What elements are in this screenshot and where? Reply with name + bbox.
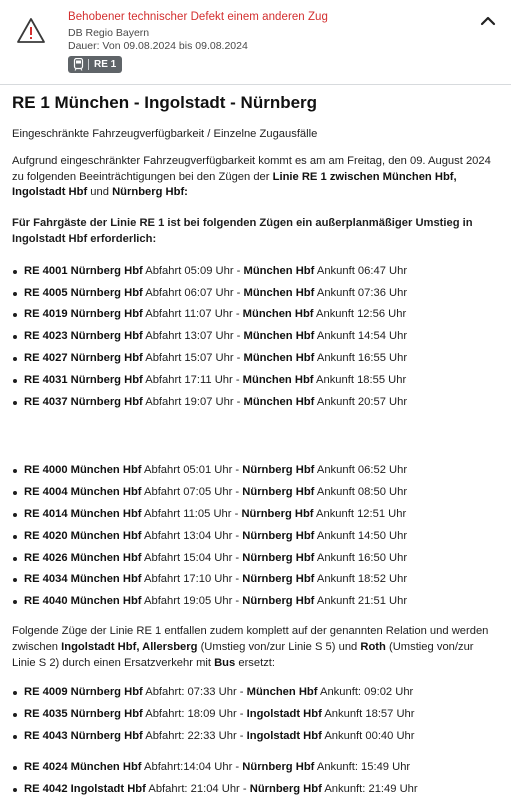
departure-time: Abfahrt: 22:33 Uhr -	[145, 729, 247, 742]
train-number: RE 4020	[24, 529, 68, 542]
arrival-time: Ankunft 14:50 Uhr	[316, 529, 408, 542]
train-list-item	[12, 485, 500, 507]
train-number: RE 4009	[24, 686, 68, 699]
arrival-station: München Hbf	[242, 308, 314, 321]
arrival-station: Nürnberg Hbf	[242, 595, 315, 608]
train-list-item	[12, 463, 500, 485]
cancellation-bold: Bus	[214, 656, 236, 669]
arrival-time: Ankunft 16:50 Uhr	[316, 551, 408, 564]
arrival-time: Ankunft 12:56 Uhr	[316, 308, 407, 321]
train-list-item	[12, 307, 500, 329]
departure-station: München Hbf	[70, 464, 142, 477]
train-list-item	[12, 782, 500, 800]
train-number: RE 4019	[24, 308, 68, 321]
departure-time: Abfahrt: 07:33 Uhr -	[145, 686, 247, 699]
departure-time: Abfahrt 07:05 Uhr -	[144, 486, 243, 499]
line-tag-label: RE 1	[94, 59, 117, 70]
duration-text: Dauer: Von 09.08.2024 bis 09.08.2024	[68, 40, 248, 52]
train-list-item	[12, 729, 500, 751]
tag-separator	[88, 59, 89, 70]
train-list-item	[12, 529, 500, 551]
arrival-time: Ankunft 18:57 Uhr	[324, 708, 415, 721]
departure-station: Nürnberg Hbf	[70, 708, 143, 721]
train-list-item	[12, 373, 500, 395]
departure-station: München Hbf	[70, 507, 142, 520]
arrival-time: Ankunft 21:51 Uhr	[316, 595, 408, 608]
arrival-time: Ankunft 06:52 Uhr	[316, 464, 408, 477]
train-number: RE 4031	[24, 373, 68, 386]
departure-station: Nürnberg Hbf	[70, 395, 143, 408]
arrival-time: Ankunft: 09:02 Uhr	[319, 686, 414, 699]
disruption-content	[12, 92, 500, 800]
train-list-item	[12, 572, 500, 594]
train-list-item	[12, 351, 500, 373]
arrival-station: München Hbf	[243, 330, 315, 343]
arrival-time: Ankunft 08:50 Uhr	[316, 486, 408, 499]
umstieg-heading: Für Fahrgäste der Linie RE 1 ist bei folgenden Zügen ein außerplanmäßiger Umstieg in Ingolstadt Hbf erforderlich:	[12, 217, 473, 245]
train-list-item	[12, 329, 500, 351]
subtitle: Eingeschränkte Fahrzeugverfügbarkeit / Einzelne Zugausfälle	[12, 128, 318, 140]
departure-time: Abfahrt 06:07 Uhr -	[145, 286, 244, 299]
operator-name: DB Regio Bayern	[68, 27, 150, 39]
departure-time: Abfahrt 11:05 Uhr -	[144, 507, 242, 520]
disruption-header[interactable]	[0, 0, 511, 86]
departure-station: München Hbf	[70, 486, 142, 499]
train-number: RE 4034	[24, 573, 68, 586]
train-number: RE 4014	[24, 507, 68, 520]
train-number: RE 4042	[24, 782, 68, 795]
intro-part: Aufgrund eingeschränkter Fahrzeugverfügbarkeit kommt es am am Freitag, den 09. August 2024 zu folgenden Beeinträchtigungen bei den Zügen der	[12, 154, 491, 183]
train-number: RE 4024	[24, 760, 68, 773]
arrival-time: Ankunft 16:55 Uhr	[316, 351, 408, 364]
arrival-station: München Hbf	[243, 351, 315, 364]
arrival-station: München Hbf	[243, 395, 315, 408]
train-list-north-south	[12, 264, 500, 417]
train-list-item	[12, 507, 500, 529]
bus-replacement-list-2	[12, 760, 500, 800]
train-number: RE 4026	[24, 551, 68, 564]
departure-station: Nürnberg Hbf	[70, 286, 143, 299]
cancellation-part: Folgende Züge der Linie RE 1 entfallen zudem komplett auf der genannten Relation und werden zwischen	[12, 624, 489, 653]
arrival-time: Ankunft 14:54 Uhr	[316, 330, 408, 343]
arrival-station: Nürnberg Hbf	[241, 507, 314, 520]
departure-time: Abfahrt: 18:09 Uhr -	[145, 708, 247, 721]
arrival-station: München Hbf	[243, 286, 315, 299]
departure-station: München Hbf	[70, 760, 142, 773]
departure-station: Nürnberg Hbf	[70, 373, 143, 386]
departure-station: Nürnberg Hbf	[70, 264, 143, 277]
train-number: RE 4035	[24, 708, 68, 721]
arrival-station: Ingolstadt Hbf	[246, 708, 322, 721]
train-list-item	[12, 707, 500, 729]
train-number: RE 4000	[24, 464, 68, 477]
page-title: RE 1 München - Ingolstadt - Nürnberg	[12, 93, 318, 112]
departure-time: Abfahrt: 21:04 Uhr -	[148, 782, 250, 795]
arrival-time: Ankunft 18:55 Uhr	[316, 373, 407, 386]
train-number: RE 4004	[24, 486, 68, 499]
arrival-time: Ankunft: 21:49 Uhr	[324, 782, 418, 795]
warning-icon	[16, 16, 46, 46]
departure-time: Abfahrt 17:11 Uhr -	[145, 373, 243, 386]
departure-time: Abfahrt 15:04 Uhr -	[144, 551, 243, 564]
arrival-station: Nürnberg Hbf	[242, 551, 315, 564]
departure-time: Abfahrt 13:07 Uhr -	[145, 330, 244, 343]
departure-station: Nürnberg Hbf	[70, 686, 143, 699]
arrival-station: München Hbf	[246, 686, 318, 699]
train-number: RE 4040	[24, 595, 68, 608]
arrival-time: Ankunft: 15:49 Uhr	[316, 760, 411, 773]
intro-bold: Linie RE 1 zwischen München Hbf, Ingolstadt Hbf	[12, 170, 457, 199]
arrival-time: Ankunft 12:51 Uhr	[316, 507, 407, 520]
departure-station: Nürnberg Hbf	[70, 351, 143, 364]
arrival-station: Nürnberg Hbf	[249, 782, 322, 795]
train-list-item	[12, 594, 500, 616]
departure-time: Abfahrt 15:07 Uhr -	[145, 351, 244, 364]
intro-bold: Nürnberg Hbf:	[112, 186, 188, 199]
cancellation-part: ersetzt:	[235, 656, 276, 669]
departure-station: Nürnberg Hbf	[70, 308, 143, 321]
arrival-station: Nürnberg Hbf	[242, 464, 315, 477]
train-number: RE 4023	[24, 330, 68, 343]
intro-text	[12, 154, 500, 201]
departure-station: Nürnberg Hbf	[70, 330, 143, 343]
departure-station: München Hbf	[70, 595, 142, 608]
cancellation-bold: Roth	[360, 640, 386, 653]
chevron-up-icon[interactable]	[477, 10, 499, 32]
train-number: RE 4037	[24, 395, 68, 408]
arrival-station: Nürnberg Hbf	[242, 573, 315, 586]
train-icon	[73, 58, 84, 71]
train-list-item	[12, 760, 500, 782]
departure-station: München Hbf	[70, 573, 142, 586]
arrival-station: Nürnberg Hbf	[242, 529, 315, 542]
departure-time: Abfahrt 11:07 Uhr -	[145, 308, 243, 321]
departure-time: Abfahrt 19:05 Uhr -	[144, 595, 243, 608]
arrival-time: Ankunft 18:52 Uhr	[316, 573, 408, 586]
train-number: RE 4043	[24, 729, 68, 742]
bus-replacement-list-1	[12, 685, 500, 750]
arrival-time: Ankunft 20:57 Uhr	[316, 395, 408, 408]
arrival-station: Nürnberg Hbf	[242, 486, 315, 499]
cancellation-part: (Umstieg von/zur Linie S 2) durch einen Ersatzverkehr mit	[12, 640, 474, 669]
intro-part: und	[87, 186, 113, 199]
disruption-title: Behobener technischer Defekt einem anderen Zug	[68, 11, 328, 23]
line-tag	[68, 56, 122, 73]
train-list-south-north	[12, 463, 500, 616]
cancellation-part: (Umstieg von/zur Linie S 5) und	[197, 640, 361, 653]
arrival-time: Ankunft 00:40 Uhr	[324, 729, 415, 742]
train-number: RE 4005	[24, 286, 68, 299]
cancellation-text	[12, 624, 500, 671]
header-divider	[0, 84, 511, 85]
departure-time: Abfahrt 13:04 Uhr -	[144, 529, 243, 542]
arrival-time: Ankunft 06:47 Uhr	[316, 264, 408, 277]
departure-station: Ingolstadt Hbf	[70, 782, 146, 795]
train-list-item	[12, 551, 500, 573]
train-number: RE 4001	[24, 264, 68, 277]
train-number: RE 4027	[24, 351, 68, 364]
departure-station: Nürnberg Hbf	[70, 729, 143, 742]
arrival-station: München Hbf	[242, 373, 314, 386]
cancellation-bold: Ingolstadt Hbf, Allersberg	[61, 640, 198, 653]
departure-station: München Hbf	[70, 529, 142, 542]
departure-station: München Hbf	[70, 551, 142, 564]
departure-time: Abfahrt 05:09 Uhr -	[145, 264, 244, 277]
train-list-item	[12, 395, 500, 417]
arrival-station: München Hbf	[243, 264, 315, 277]
arrival-time: Ankunft 07:36 Uhr	[316, 286, 408, 299]
departure-time: Abfahrt 17:10 Uhr -	[144, 573, 243, 586]
arrival-station: Nürnberg Hbf	[242, 760, 315, 773]
departure-time: Abfahrt:14:04 Uhr -	[144, 760, 243, 773]
arrival-station: Ingolstadt Hbf	[246, 729, 322, 742]
departure-time: Abfahrt 19:07 Uhr -	[145, 395, 244, 408]
train-list-item	[12, 264, 500, 286]
departure-time: Abfahrt 05:01 Uhr -	[144, 464, 243, 477]
train-list-item	[12, 286, 500, 308]
train-list-item	[12, 685, 500, 707]
